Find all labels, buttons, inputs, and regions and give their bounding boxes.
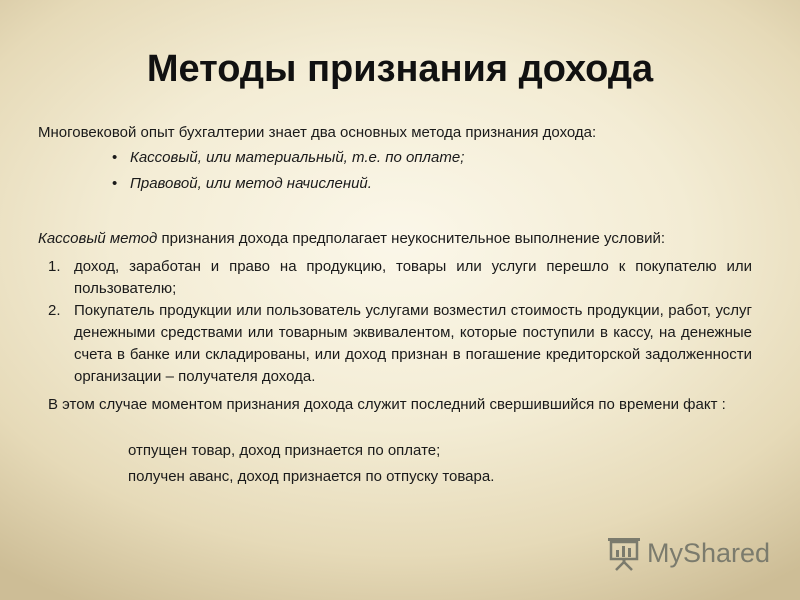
condition-text: Покупатель продукции или пользователь услугами возместил стоимость продукции, работ, услуг денежными средствами или товарным эквивалентом, которые поступили в кассу, на денежные счета в банке или складированы, или доход признан в погашение кредиторской задолженности организации – получателя дохода. bbox=[74, 302, 752, 385]
fact-item: отпущен товар, доход признается по оплате; bbox=[128, 442, 441, 459]
condition-text: доход, заработан и право на продукцию, товары или услуги перешло к покупателю или пользователю; bbox=[74, 258, 752, 297]
fact-item: получен аванс, доход признается по отпуску товара. bbox=[128, 468, 495, 485]
presentation-board-icon bbox=[607, 535, 641, 571]
condition-number: 1. bbox=[48, 258, 61, 275]
method-accrual: Правовой, или метод начислений. bbox=[130, 175, 372, 192]
page-title: Методы признания дохода bbox=[146, 48, 654, 90]
methods-list bbox=[112, 148, 465, 200]
bullet-icon: • bbox=[112, 149, 118, 166]
list-item bbox=[112, 148, 465, 174]
intro-text: Многовековой опыт бухгалтерии знает два основных метода признания дохода: bbox=[38, 124, 597, 141]
conditions-list bbox=[48, 256, 752, 388]
method-intro-rest: признания дохода предполагает неукоснительное выполнение условий: bbox=[157, 230, 666, 247]
method-intro bbox=[38, 230, 778, 247]
bullet-icon: • bbox=[112, 175, 118, 192]
condition-number: 2. bbox=[48, 302, 61, 319]
list-item bbox=[112, 174, 464, 200]
list-item bbox=[48, 256, 752, 300]
list-item bbox=[48, 300, 752, 388]
logo-text: MyShared bbox=[647, 537, 771, 568]
moment-text bbox=[48, 394, 752, 416]
moment-text-content: В этом случае моментом признания дохода служит последний свершившийся по времени факт : bbox=[48, 396, 726, 413]
method-cash: Кассовый, или материальный, т.е. по оплате; bbox=[130, 149, 465, 166]
method-emphasis: Кассовый метод bbox=[38, 230, 158, 247]
myshared-logo[interactable] bbox=[607, 533, 770, 573]
